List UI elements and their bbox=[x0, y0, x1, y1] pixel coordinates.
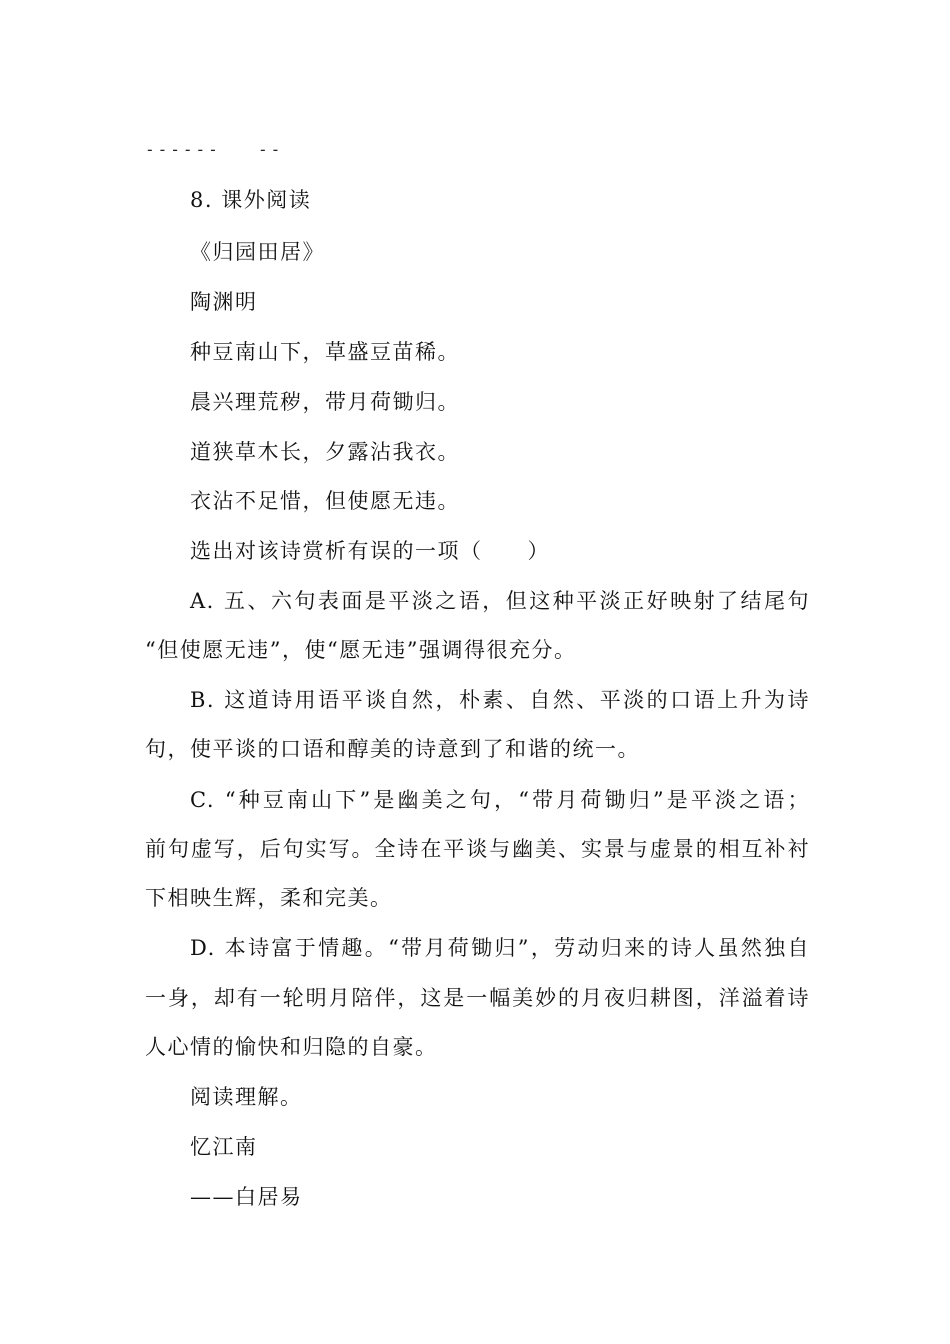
question-prompt: 选出对该诗赏析有误的一项（ ） bbox=[190, 539, 550, 563]
poem-line-4: 衣沾不足惜，但使愿无违。 bbox=[190, 489, 460, 513]
poem-line-1: 种豆南山下，草盛豆苗稀。 bbox=[190, 340, 460, 364]
poem-title: 《归园田居》 bbox=[190, 240, 325, 264]
reading-heading: 阅读理解。 bbox=[190, 1085, 303, 1109]
option-d-line-2: 一身，却有一轮明月陪伴，这是一幅美妙的月夜归耕图，洋溢着诗 bbox=[145, 986, 810, 1010]
option-a-line-1: A. 五、六句表面是平淡之语，但这种平淡正好映射了结尾句 bbox=[190, 589, 810, 613]
poem-line-2: 晨兴理荒秽，带月荷锄归。 bbox=[190, 390, 460, 414]
poem2-author: ——白居易 bbox=[190, 1185, 303, 1209]
question-8-heading: 8. 课外阅读 bbox=[190, 188, 312, 212]
option-b-line-1: B. 这道诗用语平谈自然，朴素、自然、平淡的口语上升为诗 bbox=[190, 688, 810, 712]
option-d-line-3: 人心情的愉快和归隐的自豪。 bbox=[145, 1035, 438, 1059]
option-c-line-3: 下相映生辉，柔和完美。 bbox=[145, 886, 393, 910]
poem2-title: 忆江南 bbox=[190, 1135, 258, 1159]
option-a-line-2: “但使愿无违”，使“愿无违”强调得很充分。 bbox=[145, 638, 577, 662]
option-d-line-1: D. 本诗富于情趣。“带月荷锄归”，劳动归来的诗人虽然独自 bbox=[190, 936, 810, 960]
option-b-line-2: 句，使平谈的口语和醇美的诗意到了和谐的统一。 bbox=[145, 737, 640, 761]
poem-line-3: 道狭草木长，夕露沾我衣。 bbox=[190, 440, 460, 464]
poem-author: 陶渊明 bbox=[190, 290, 258, 314]
option-c-line-1: C. “种豆南山下”是幽美之句，“带月荷锄归”是平淡之语； bbox=[190, 788, 810, 812]
header-dashes-left: ------ bbox=[145, 140, 221, 159]
header-dashes-right: -- bbox=[258, 140, 284, 159]
option-c-line-2: 前句虚写，后句实写。全诗在平谈与幽美、实景与虚景的相互补衬 bbox=[145, 837, 810, 861]
